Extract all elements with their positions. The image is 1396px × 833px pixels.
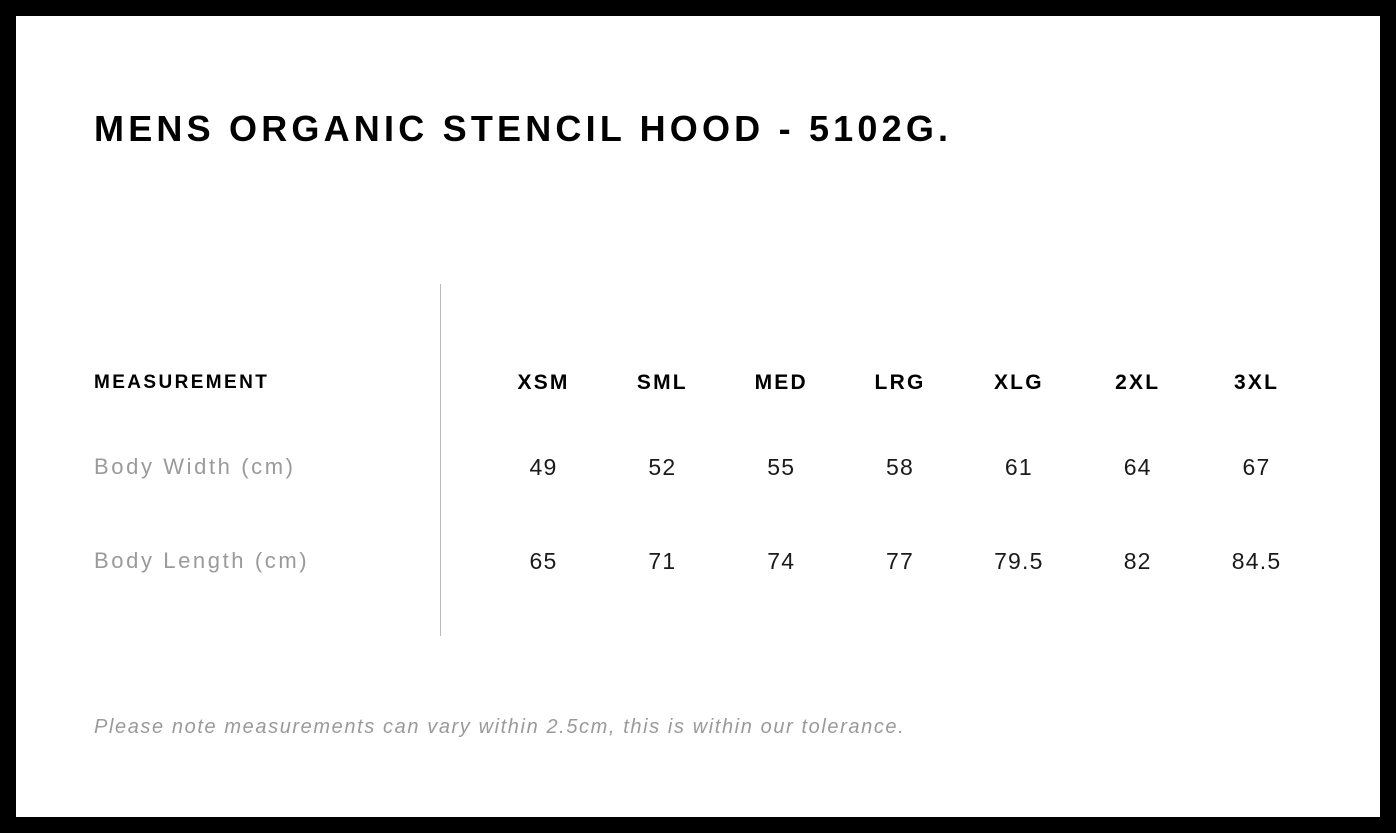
cell-body-width-med: 55 (767, 453, 796, 480)
column-header-xsm: XSM (517, 371, 570, 394)
column-header-xlg: XLG (993, 371, 1044, 394)
cell-body-width-lrg: 58 (886, 453, 915, 480)
cell-body-width-3xl: 67 (1242, 453, 1271, 480)
column-header-sml: SML (636, 371, 688, 394)
cell-body-length-xlg: 79.5 (994, 547, 1044, 574)
size-chart-table (94, 346, 1316, 608)
cell-body-width-xlg: 61 (1004, 453, 1033, 480)
cell-body-length-3xl: 84.5 (1231, 547, 1282, 574)
size-chart-page (16, 16, 1380, 817)
row-label-body-width: Body Width (cm) (94, 454, 296, 479)
tolerance-note: Please note measurements can vary within 2.5cm, this is within our tolerance. (94, 716, 906, 738)
column-header-lrg: LRG (874, 371, 926, 394)
cell-body-width-sml: 52 (648, 453, 677, 480)
column-header-2xl: 2XL (1115, 371, 1161, 394)
cell-body-width-2xl: 64 (1123, 453, 1152, 480)
table-row (94, 420, 1316, 514)
cell-body-length-sml: 71 (648, 547, 677, 574)
table-header-row (94, 346, 1316, 420)
cell-body-length-2xl: 82 (1123, 547, 1152, 574)
table-row (94, 514, 1316, 608)
cell-body-length-xsm: 65 (529, 547, 558, 574)
column-header-med: MED (754, 371, 808, 394)
row-label-body-length: Body Length (cm) (94, 548, 310, 573)
cell-body-length-med: 74 (767, 547, 796, 574)
cell-body-width-xsm: 49 (529, 453, 558, 480)
page-title: MENS ORGANIC STENCIL HOOD - 5102G. (94, 108, 953, 149)
column-header-3xl: 3XL (1233, 371, 1280, 394)
cell-body-length-lrg: 77 (886, 547, 915, 574)
column-header-measurement: MEASUREMENT (94, 372, 270, 393)
